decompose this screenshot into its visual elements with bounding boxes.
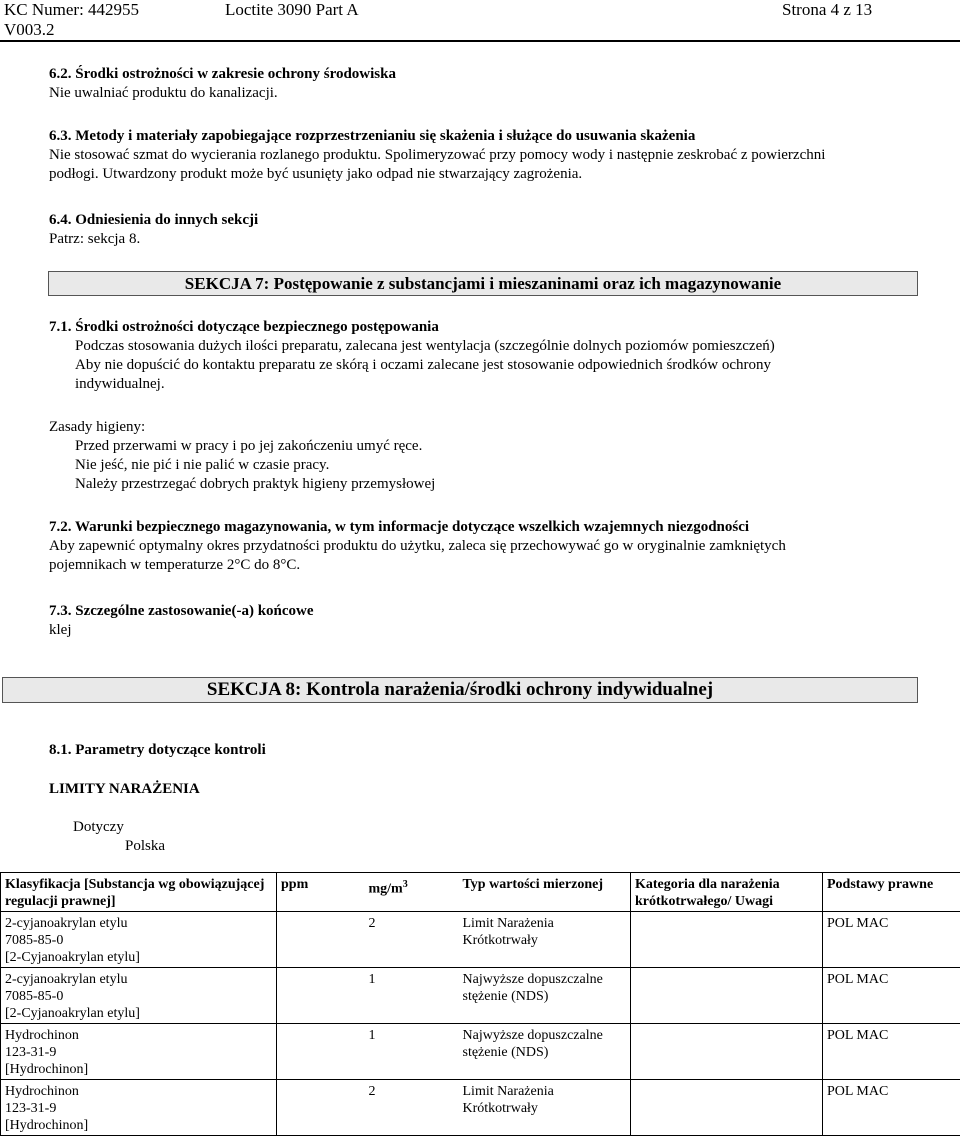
cell-ppm: [277, 912, 365, 968]
section-7-1-title: 7.1. Środki ostrożności dotyczące bezpiecznego postępowania: [49, 318, 439, 337]
section-8-header: [2, 677, 918, 703]
concerns-label: Dotyczy: [73, 818, 124, 837]
version: V003.2: [4, 20, 55, 40]
cell-mgm3: 1: [365, 1024, 459, 1080]
cell-type: Najwyższe dopuszczalne stężenie (NDS): [459, 968, 631, 1024]
section-6-3-text-1: Nie stosować szmat do wycierania rozlanego produktu. Spolimeryzować przy pomocy wody i następnie zeskrobać z powierzchni: [49, 146, 825, 165]
exposure-limits-table: [0, 872, 960, 1136]
cell-category: [631, 1024, 823, 1080]
cell-type: Limit Narażenia Krótkotrwały: [459, 1080, 631, 1136]
header-type: Typ wartości mierzonej: [459, 873, 631, 912]
section-7-title: SEKCJA 7: Postępowanie z substancjami i mieszaninami oraz ich magazynowanie: [185, 274, 781, 293]
kc-number: KC Numer: 442955: [4, 0, 139, 20]
section-7-2-text-1: Aby zapewnić optymalny okres przydatności produktu do użytku, zaleca się przechowywać go w oryginalnie zamkniętych: [49, 537, 786, 556]
cell-mgm3: 2: [365, 1080, 459, 1136]
section-6-2-text: Nie uwalniać produktu do kanalizacji.: [49, 84, 278, 103]
cell-ppm: [277, 1080, 365, 1136]
hygiene-rule-3: Należy przestrzegać dobrych praktyk higieny przemysłowej: [75, 475, 435, 494]
cell-classification: Hydrochinon 123-31-9 [Hydrochinon]: [1, 1080, 277, 1136]
section-7-2-title: 7.2. Warunki bezpiecznego magazynowania, w tym informacje dotyczące wszelkich wzajemnych niezgodności: [49, 518, 749, 537]
table-row: [1, 1080, 960, 1136]
cell-classification: Hydrochinon 123-31-9 [Hydrochinon]: [1, 1024, 277, 1080]
hygiene-label: Zasady higieny:: [49, 418, 145, 437]
page-number: Strona 4 z 13: [782, 0, 872, 20]
section-7-1-text-2: Aby nie dopuścić do kontaktu preparatu ze skórą i oczami zalecane jest stosowanie odpowiednich środków ochrony: [75, 356, 771, 375]
section-6-3-title: 6.3. Metody i materiały zapobiegające rozprzestrzenianiu się skażenia i służące do usuwania skażenia: [49, 127, 695, 146]
cell-basis: POL MAC: [823, 968, 960, 1024]
cell-category: [631, 1080, 823, 1136]
hygiene-rule-1: Przed przerwami w pracy i po jej zakończeniu umyć ręce.: [75, 437, 422, 456]
section-8-title: SEKCJA 8: Kontrola narażenia/środki ochrony indywidualnej: [207, 679, 713, 700]
section-7-3-text: klej: [49, 621, 72, 640]
header-category: Kategoria dla narażenia krótkotrwałego/ Uwagi: [631, 873, 823, 912]
cell-mgm3: 1: [365, 968, 459, 1024]
section-6-4-title: 6.4. Odniesienia do innych sekcji: [49, 211, 258, 230]
header-classification: Klasyfikacja [Substancja wg obowiązującej regulacji prawnej]: [1, 873, 277, 912]
limits-title: LIMITY NARAŻENIA: [49, 780, 200, 799]
product-name: Loctite 3090 Part A: [225, 0, 359, 20]
table-row: [1, 912, 960, 968]
cell-ppm: [277, 1024, 365, 1080]
table-header-row: [1, 873, 960, 912]
header-ppm: ppm: [277, 873, 365, 912]
section-7-header: [48, 271, 918, 296]
section-6-2-title: 6.2. Środki ostrożności w zakresie ochrony środowiska: [49, 65, 396, 84]
header-basis: Podstawy prawne: [823, 873, 960, 912]
section-7-1-text-1: Podczas stosowania dużych ilości preparatu, zalecana jest wentylacja (szczególnie dolnych poziomów pomieszczeń): [75, 337, 775, 356]
section-7-2-text-2: pojemnikach w temperaturze 2°C do 8°C.: [49, 556, 300, 575]
hygiene-rule-2: Nie jeść, nie pić i nie palić w czasie pracy.: [75, 456, 329, 475]
header-rule: [0, 40, 960, 42]
section-8-1-title: 8.1. Parametry dotyczące kontroli: [49, 741, 266, 760]
country-label: Polska: [125, 837, 165, 856]
cell-category: [631, 912, 823, 968]
cell-basis: POL MAC: [823, 1024, 960, 1080]
section-7-1-text-3: indywidualnej.: [75, 375, 165, 394]
table-row: [1, 1024, 960, 1080]
section-6-4-text: Patrz: sekcja 8.: [49, 230, 140, 249]
cell-mgm3: 2: [365, 912, 459, 968]
section-6-3-text-2: podłogi. Utwardzony produkt może być usunięty jako odpad nie stwarzający zagrożenia.: [49, 165, 582, 184]
cell-type: Najwyższe dopuszczalne stężenie (NDS): [459, 1024, 631, 1080]
cell-basis: POL MAC: [823, 912, 960, 968]
table-row: [1, 968, 960, 1024]
cell-category: [631, 968, 823, 1024]
cell-basis: POL MAC: [823, 1080, 960, 1136]
cell-classification: 2-cyjanoakrylan etylu 7085-85-0 [2-Cyjanoakrylan etylu]: [1, 968, 277, 1024]
section-7-3-title: 7.3. Szczególne zastosowanie(-a) końcowe: [49, 602, 314, 621]
cell-type: Limit Narażenia Krótkotrwały: [459, 912, 631, 968]
cell-classification: 2-cyjanoakrylan etylu 7085-85-0 [2-Cyjanoakrylan etylu]: [1, 912, 277, 968]
header-mgm3: $mg/m^3$: [365, 873, 459, 912]
cell-ppm: [277, 968, 365, 1024]
